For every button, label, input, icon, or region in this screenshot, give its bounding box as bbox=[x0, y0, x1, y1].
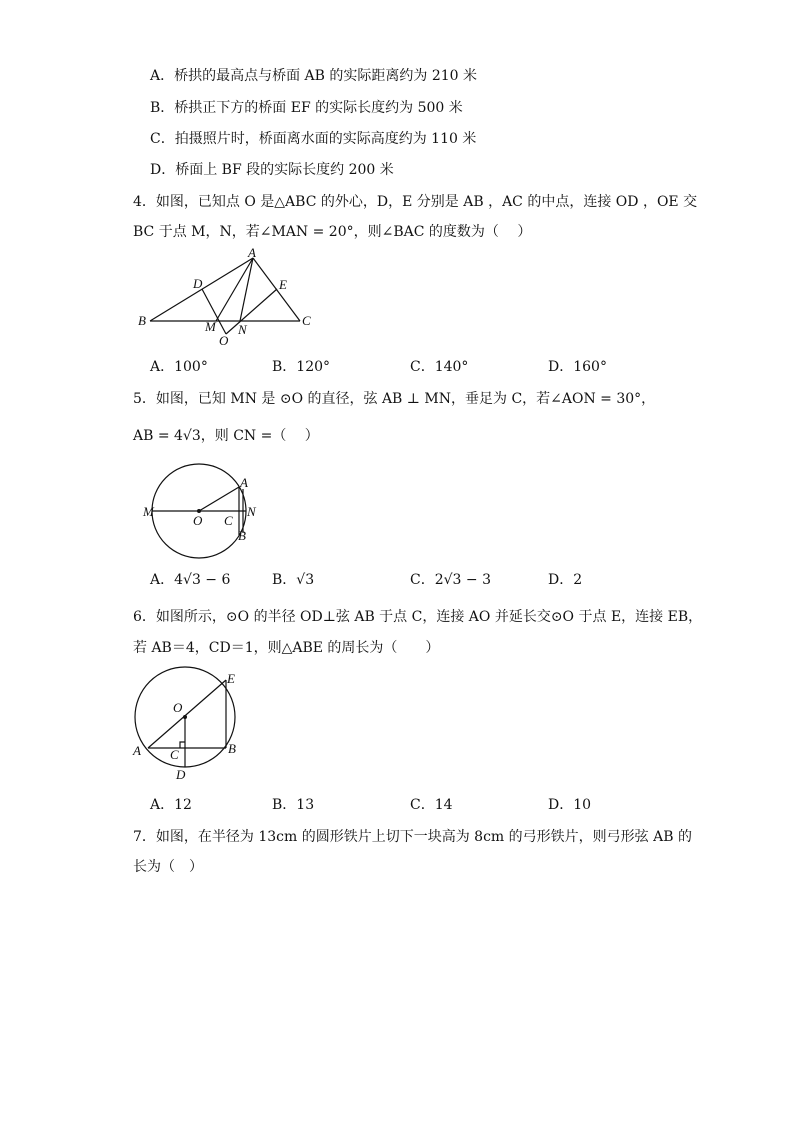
q5-option-c: C．2√3 − 3 bbox=[410, 572, 491, 588]
q7-stem-line2: 长为（ ） bbox=[133, 859, 203, 875]
q5-circle-figure bbox=[140, 462, 270, 562]
q5-label-a: A bbox=[240, 475, 248, 490]
q7-stem-line1: 7．如图，在半径为 13cm 的圆形铁片上切下一块高为 8cm 的弓形铁片，则弓形弦 AB 的 bbox=[133, 829, 692, 845]
q4-label-e: E bbox=[279, 277, 287, 292]
q4-option-b: B．120° bbox=[272, 359, 331, 375]
q6-option-b: B．13 bbox=[272, 797, 315, 813]
q5-label-c: C bbox=[224, 513, 233, 528]
q6-option-a: A．12 bbox=[150, 797, 192, 813]
q4-label-b: B bbox=[138, 313, 146, 328]
q5-label-o: O bbox=[193, 513, 203, 528]
q4-stem-line2: BC 于点 M，N，若∠MAN = 20°，则∠BAC 的度数为（ ） bbox=[133, 224, 532, 240]
q5-option-a: A．4√3 − 6 bbox=[150, 572, 231, 588]
q6-label-d: D bbox=[176, 767, 186, 782]
q4-stem-line1: 4．如图，已知点 O 是△ABC 的外心，D，E 分别是 AB ，AC 的中点，连接 OD ，OE 交 bbox=[133, 194, 698, 210]
q6-circle-figure bbox=[128, 670, 258, 785]
q4-triangle-figure bbox=[130, 245, 330, 348]
q5-label-b: B bbox=[238, 528, 246, 543]
q4-option-d: D．160° bbox=[548, 359, 607, 375]
q4-label-n: N bbox=[238, 322, 247, 337]
q6-stem-line2: 若 AB＝4，CD＝1，则△ABE 的周长为（ ） bbox=[133, 640, 440, 656]
q3-option-a: A．桥拱的最高点与桥面 AB 的实际距离约为 210 米 bbox=[150, 68, 478, 84]
q6-option-c: C．14 bbox=[410, 797, 453, 813]
q6-label-c: C bbox=[170, 747, 179, 762]
q3-option-c: C．拍摄照片时，桥面离水面的实际高度约为 110 米 bbox=[150, 131, 477, 147]
q6-label-e: E bbox=[227, 671, 235, 686]
q5-stem-line1: 5．如图，已知 MN 是 ⊙O 的直径，弦 AB ⊥ MN，垂足为 C，若∠AON = 30°， bbox=[133, 391, 656, 407]
q6-label-a: A bbox=[133, 743, 141, 758]
q5-option-b: B．√3 bbox=[272, 572, 315, 588]
q5-label-m: M bbox=[143, 504, 154, 519]
q4-option-a: A．100° bbox=[150, 359, 208, 375]
q6-label-b: B bbox=[228, 741, 236, 756]
q5-label-n: N bbox=[247, 504, 256, 519]
q4-option-c: C．140° bbox=[410, 359, 469, 375]
q4-label-c: C bbox=[302, 313, 311, 328]
q4-label-a: A bbox=[248, 245, 256, 260]
q3-option-b: B．桥拱正下方的桥面 EF 的实际长度约为 500 米 bbox=[150, 100, 463, 116]
q6-label-o: O bbox=[173, 700, 183, 715]
q6-stem-line1: 6．如图所示，⊙O 的半径 OD⊥弦 AB 于点 C，连接 AO 并延长交⊙O 于点 E，连接 EB， bbox=[133, 609, 703, 625]
q5-option-d: D．2 bbox=[548, 572, 583, 588]
q3-option-d: D．桥面上 BF 段的实际长度约 200 米 bbox=[150, 162, 394, 178]
q4-label-m: M bbox=[205, 319, 216, 334]
q5-stem-line2: AB = 4√3，则 CN =（ ） bbox=[133, 428, 319, 444]
q4-label-o: O bbox=[219, 333, 229, 348]
q6-option-d: D．10 bbox=[548, 797, 592, 813]
q4-label-d: D bbox=[193, 276, 203, 291]
